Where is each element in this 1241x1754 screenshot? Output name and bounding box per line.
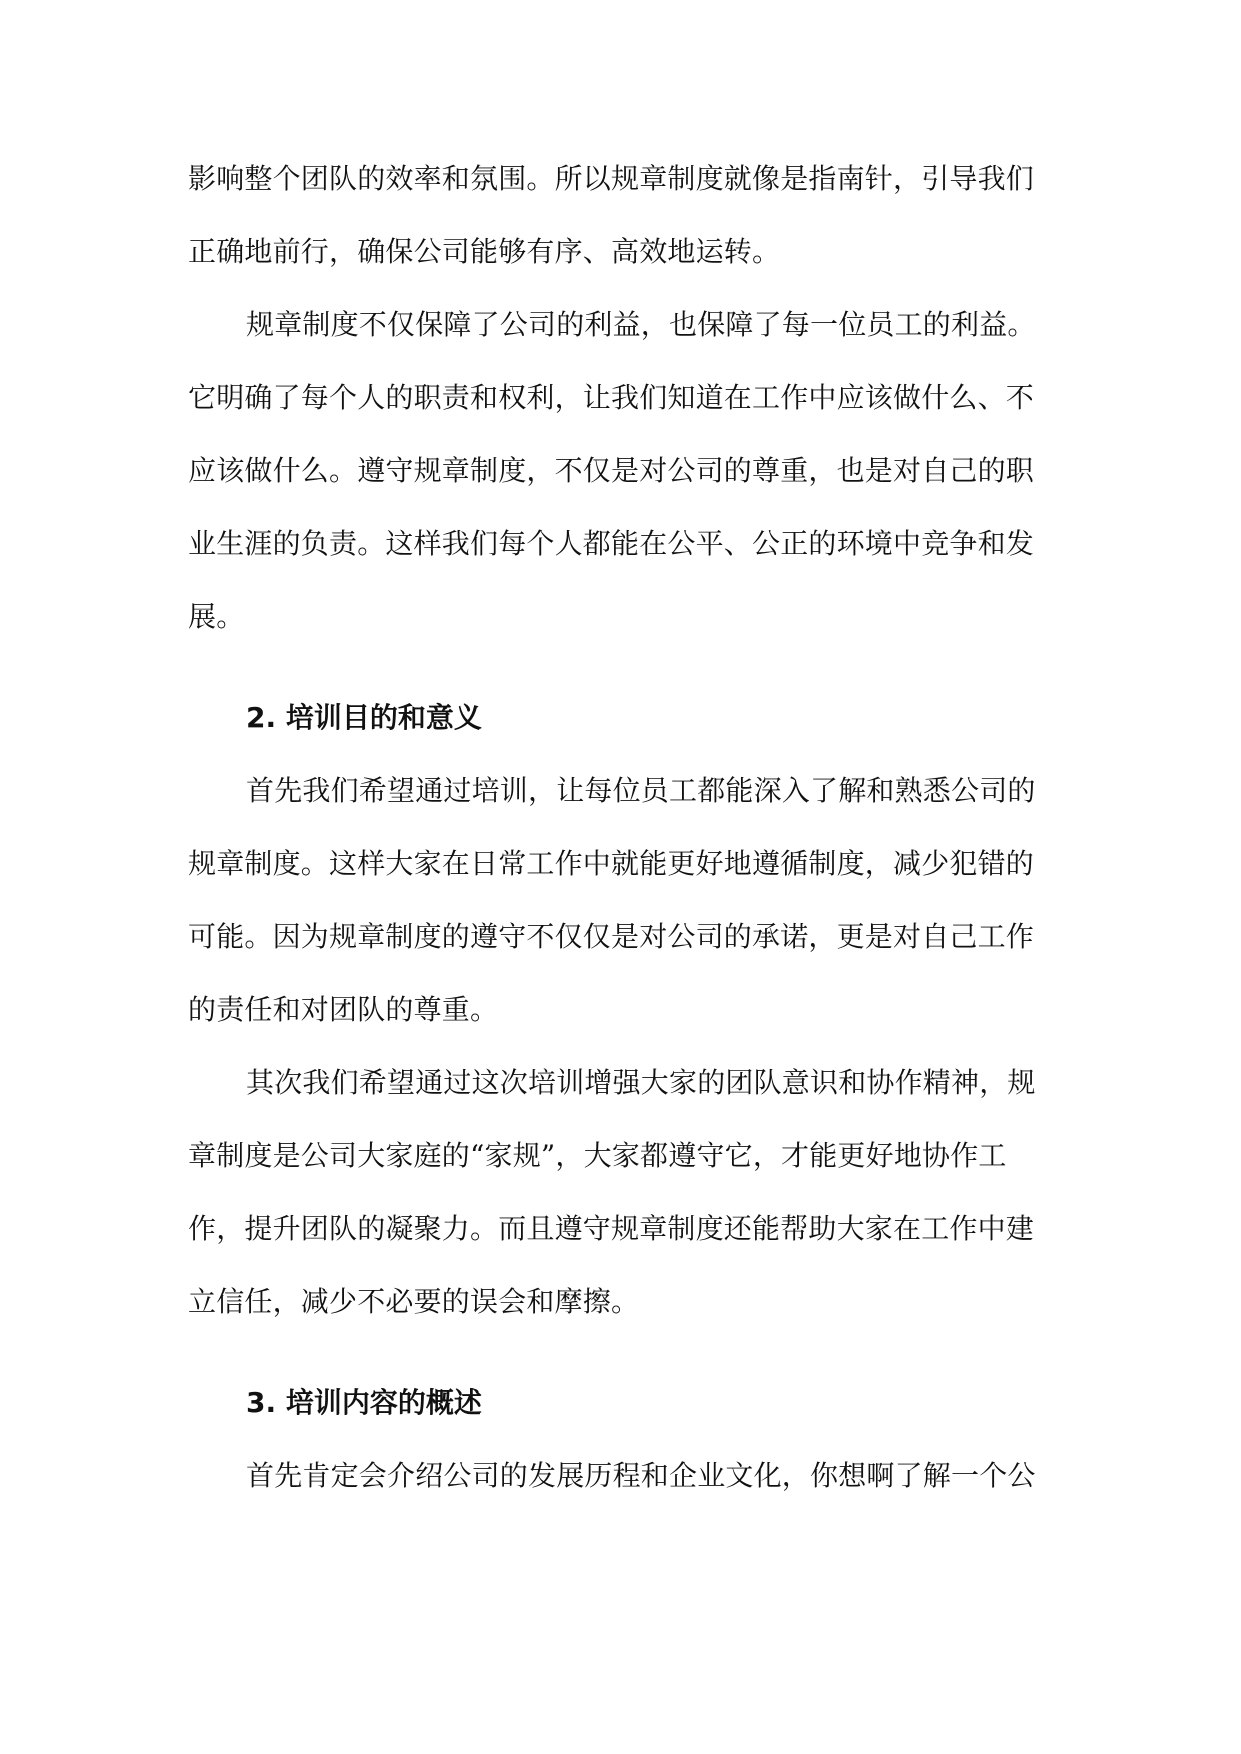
paragraph: 影响整个团队的效率和氛围。所以规章制度就像是指南针，引导我们 正确地前行，确保公司能够有序、高效地运转。 — [188, 162, 1035, 268]
paragraph: 规章制度不仅保障了公司的利益，也保障了每一位员工的利益。 它明确了每个人的职责和权利，让我们知道在工作中应该做什么、不 应该做什么。遵守规章制度，不仅是对公司的尊重，也是对自己的职 业生涯的负责。这样我们每个人都能在公平、公正的环境中竞争和发 展。 — [188, 308, 1036, 633]
section-heading: 3. 培训内容的概述 — [246, 1386, 482, 1419]
paragraph: 首先我们希望通过培训，让每位员工都能深入了解和熟悉公司的 规章制度。这样大家在日常工作中就能更好地遵循制度，减少犯错的 可能。因为规章制度的遵守不仅仅是对公司的承诺，更是对自己工作 的责任和对团队的尊重。 — [188, 774, 1036, 1026]
paragraph: 其次我们希望通过这次培训增强大家的团队意识和协作精神，规 章制度是公司大家庭的“家规”，大家都遵守它，才能更好地协作工 作，提升团队的凝聚力。而且遵守规章制度还能帮助大家在工作中建 立信任，减少不必要的误会和摩擦。 — [188, 1066, 1036, 1318]
paragraph: 首先肯定会介绍公司的发展历程和企业文化，你想啊了解一个公 — [246, 1459, 1036, 1492]
document-body — [188, 142, 1056, 1512]
section-heading: 2. 培训目的和意义 — [246, 701, 482, 734]
